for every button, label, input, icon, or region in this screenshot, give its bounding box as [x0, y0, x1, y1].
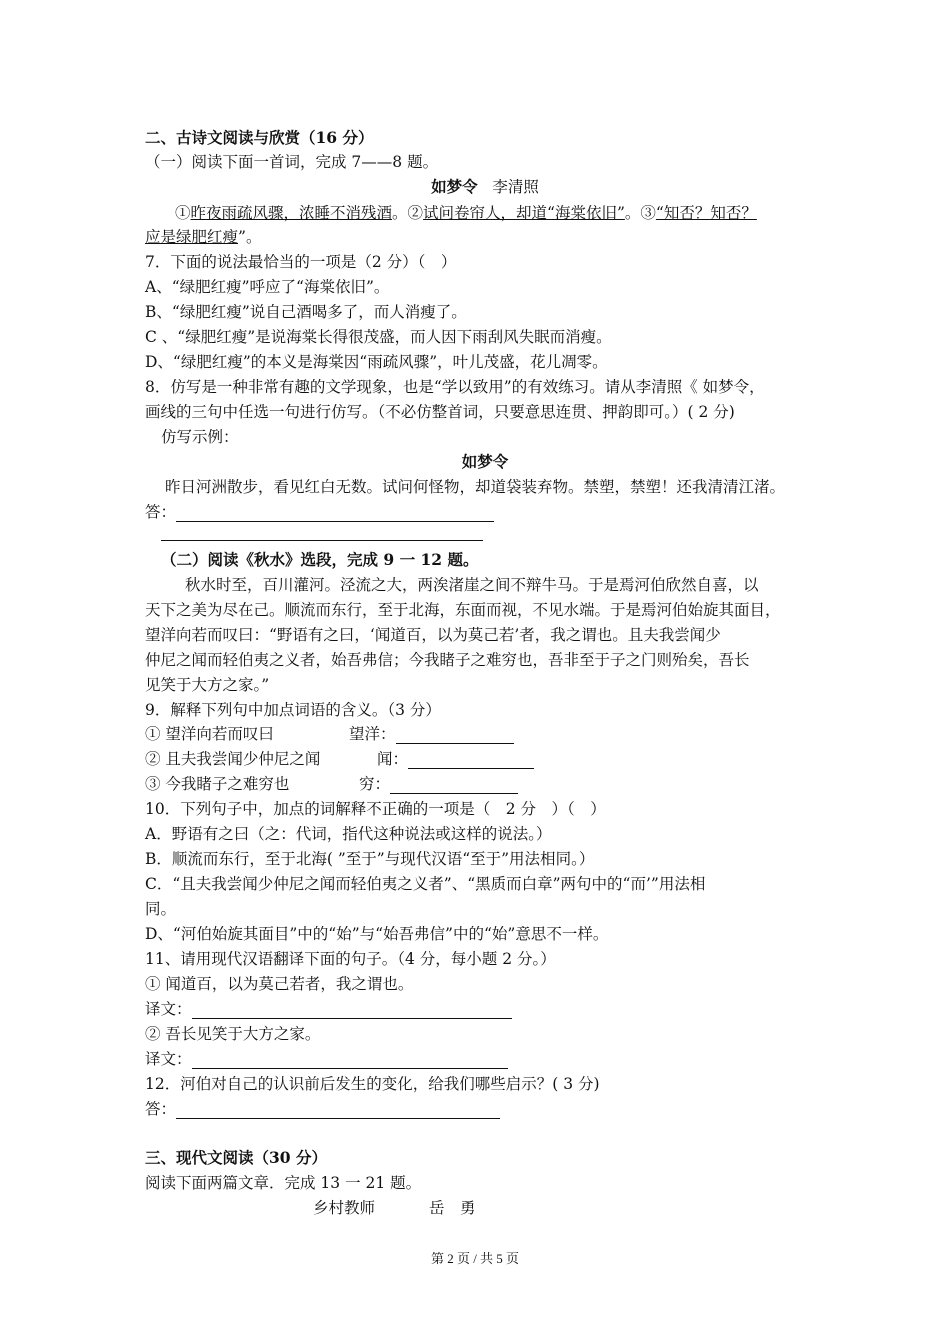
answer-blank[interactable]	[176, 507, 494, 522]
q10-option-c-2: 同。	[145, 900, 177, 918]
q11-item-1: ① 闻道百，以为莫己若者，我之谓也。	[145, 975, 414, 993]
section-3-intro: 阅读下面两篇文章．完成 13 一 21 题。	[145, 1174, 422, 1192]
q9-blank-2[interactable]	[408, 754, 534, 769]
question-7: 7．下面的说法最恰当的一项是（2 分）（ ）	[145, 253, 457, 271]
q12-answer-blank[interactable]	[176, 1104, 500, 1119]
q7-option-c: C 、“绿肥红瘦”是说海棠长得很茂盛，而人因下雨刮风失眠而消瘦。	[145, 328, 612, 346]
poem-line-1: ①昨夜雨疏风骤，浓睡不消残酒。②试问卷帘人，却道“海棠依旧”。③“知否？知否？	[175, 204, 757, 222]
passage-line-1: 秋水时至，百川灌河。泾流之大，两涘渚崖之间不辩牛马。于是焉河伯欣然自喜，以	[185, 576, 759, 594]
q11-item-2: ② 吾长见笑于大方之家。	[145, 1025, 321, 1043]
poem-line-b: 试问卷帘人，却道“海棠依旧”	[423, 204, 625, 222]
passage-line-4: 仲尼之闻而轻伯夷之义者，始吾弗信；今我睹子之难穷也，吾非至于子之门则殆矣，吾长	[145, 651, 750, 669]
article-author: 岳 勇	[429, 1199, 476, 1217]
q8-answer-row	[145, 502, 494, 522]
q9-item-3-answer: 穷：	[359, 774, 518, 794]
passage-line-2: 天下之美为尽在己。顺流而东行，至于北海，东面而视，不见水端。于是焉河伯始旋其面目，	[145, 601, 781, 619]
q7-option-b: B、“绿肥红瘦”说自己酒喝多了，而人消瘦了。	[145, 303, 467, 321]
question-12: 12．河伯对自己的认识前后发生的变化，给我们哪些启示？( 3 分)	[145, 1075, 600, 1093]
q9-item-2-answer: 闻：	[377, 749, 534, 769]
poem-line-c2: 应是绿肥红瘦	[145, 228, 239, 246]
q9-blank-3[interactable]	[390, 779, 518, 794]
poem-author: 李清照	[492, 178, 539, 196]
answer-blank-line-2[interactable]	[161, 540, 483, 541]
poem-heading	[145, 177, 825, 197]
q10-option-a: A．野语有之曰（之：代词，指代这种说法或这样的说法。）	[145, 825, 552, 843]
q11-translation-2: 译文：	[145, 1049, 508, 1069]
example-title: 如梦令	[461, 452, 509, 471]
poem-line-2: 应是绿肥红瘦”。	[145, 228, 262, 246]
section-3-heading: 三、现代文阅读（30 分）	[145, 1148, 327, 1167]
poem-line-c1: “知否？知否？	[655, 204, 757, 222]
question-10: 10．下列句子中，加点的词解释不正确的一项是（ 2 分 ）（ ）	[145, 800, 606, 818]
q10-option-d: D、“河伯始旋其面目”中的“始”与“始吾弗信”中的“始”意思不一样。	[145, 925, 609, 943]
q11-translation-1: 译文：	[145, 999, 512, 1019]
question-11: 11、请用现代汉语翻译下面的句子。（4 分，每小题 2 分。）	[145, 950, 556, 968]
answer-label: 答：	[145, 503, 177, 521]
translation-blank-2[interactable]	[192, 1054, 508, 1069]
q9-item-2: ② 且夫我尝闻少仲尼之闻	[145, 750, 321, 768]
question-8-line-2: 画线的三句中任选一句进行仿写。（不必仿整首词，只要意思连贯、押韵即可。）( 2 分)	[145, 403, 735, 421]
example-text: 昨日河洲散步，看见红白无数。试问何怪物，却道袋装弃物。禁塑，禁塑！还我清清江渚。	[165, 478, 786, 496]
q9-item-3: ③ 今我睹子之难穷也	[145, 775, 290, 793]
q10-option-c-1: C．“且夫我尝闻少仲尼之闻而轻伯夷之义者”、“黑质而白章”两句中的“而’”用法相	[145, 875, 706, 893]
q7-option-d: D、“绿肥红瘦”的本义是海棠因“雨疏风骤”，叶儿茂盛，花儿凋零。	[145, 353, 608, 371]
section-2-heading: 二、古诗文阅读与欣赏（16 分）	[145, 128, 374, 147]
poem-title: 如梦令	[431, 177, 478, 196]
question-9: 9．解释下列句中加点词语的含义。（3 分）	[145, 701, 441, 719]
q9-item-1-answer: 望洋：	[349, 724, 514, 744]
q9-blank-1[interactable]	[396, 729, 514, 744]
passage-line-5: 见笑于大方之家。”	[145, 676, 270, 694]
poem-line-a: 昨夜雨疏风骤，浓睡不消残酒	[190, 204, 393, 222]
question-8-line-1: 8．仿写是一种非常有趣的文学现象，也是“学以致用”的有效练习。请从李清照《 如梦令，	[145, 378, 765, 396]
q7-option-a: A、“绿肥红瘦”呼应了“海棠依旧”。	[145, 278, 390, 296]
q9-item-1: ① 望洋向若而叹曰	[145, 725, 274, 743]
q10-option-b: B．顺流而东行，至于北海( ”至于”与现代汉语“至于”用法相同。）	[145, 850, 595, 868]
example-label: 仿写示例：	[161, 428, 239, 446]
part-1-intro: （一）阅读下面一首词，完成 7——8 题。	[145, 153, 439, 171]
part-2-intro: （二）阅读《秋水》选段，完成 9 一 12 题。	[161, 550, 479, 569]
page-footer: 第 2 页 / 共 5 页	[430, 1251, 520, 1266]
q12-answer-row: 答：	[145, 1099, 500, 1119]
article-title: 乡村教师	[313, 1199, 376, 1217]
translation-blank-1[interactable]	[192, 1004, 512, 1019]
passage-line-3: 望洋向若而叹曰：“野语有之曰，‘闻道百，以为莫己若’者，我之谓也。且夫我尝闻少	[145, 626, 721, 644]
